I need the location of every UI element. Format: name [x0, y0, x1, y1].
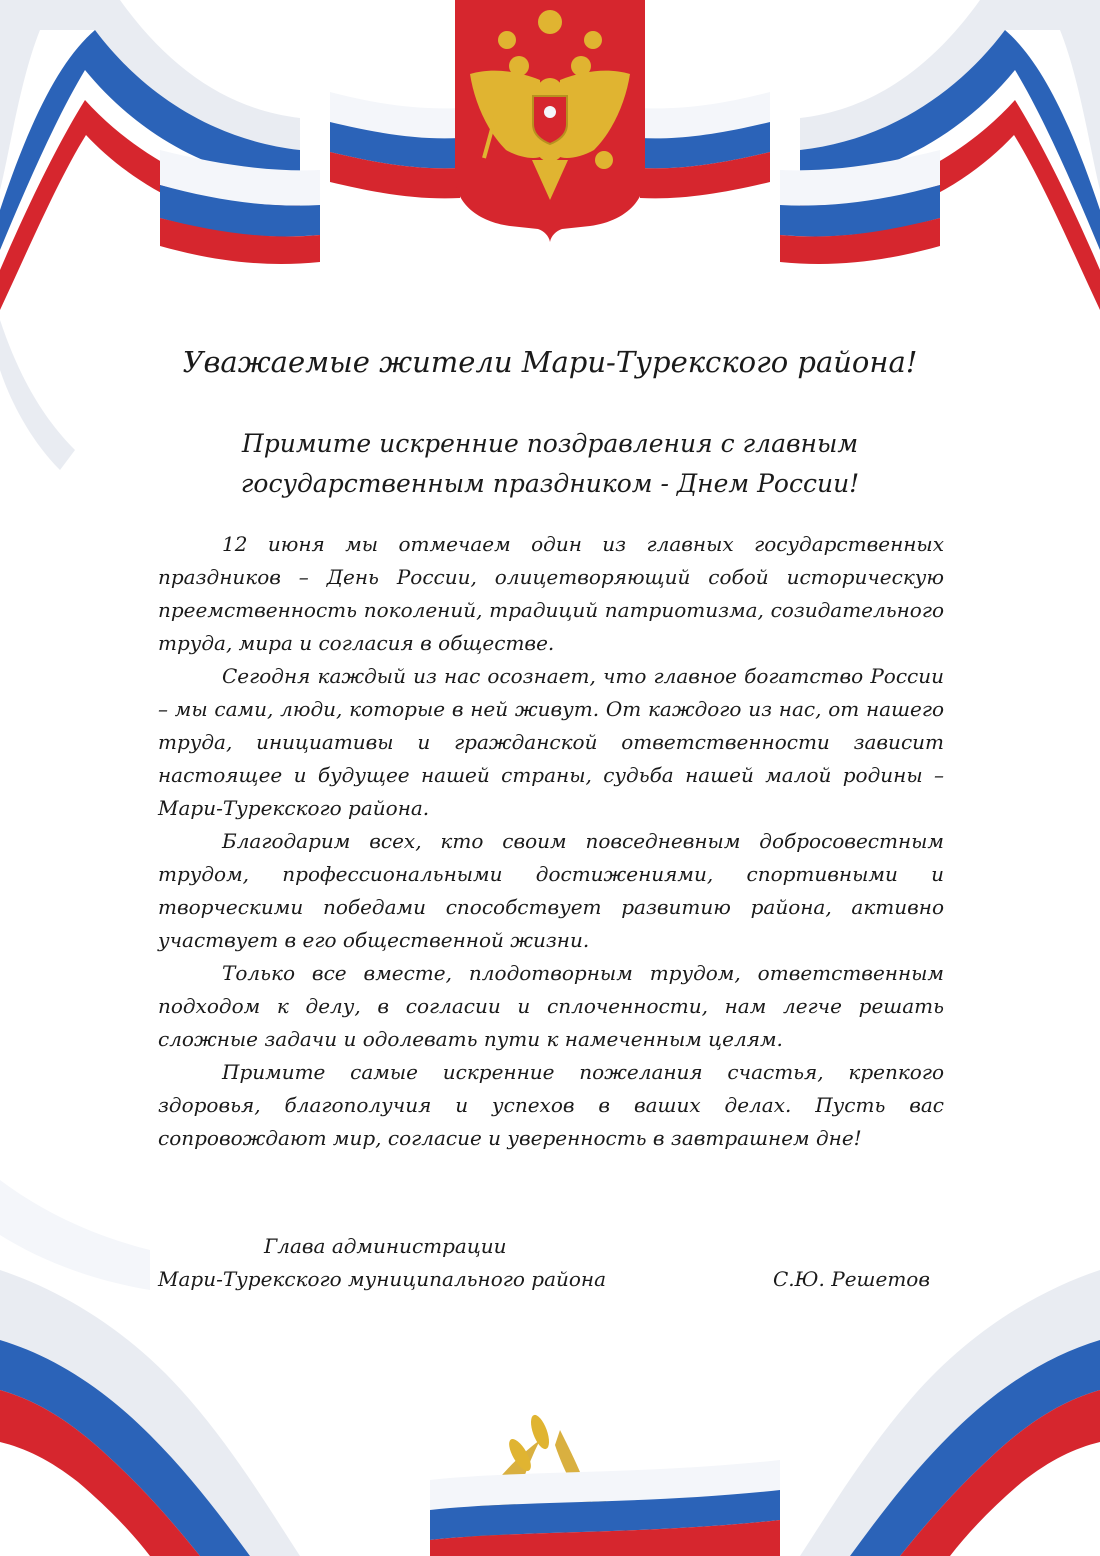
greeting-heading: Уважаемые жители Мари-Турекского района! — [182, 345, 918, 379]
ribbon-top-right — [780, 0, 1100, 310]
body-paragraph-1: 12 июня мы отмечаем один из главных государственных праздников – День России, олицетворяющий собой историческую преемственность поколений, традиций патриотизма, созидательного труда, мира и согласия в обществе. — [158, 532, 944, 655]
body-paragraph-5: Примите самые искренние пожелания счастья, крепкого здоровья, благополучия и успехов в ваших делах. Пусть вас сопровождают мир, согласие и уверенность в завтрашнем дне! — [158, 1060, 944, 1150]
subtitle-line-1: Примите искренние поздравления с главным — [241, 429, 859, 458]
ribbon-bottom-center — [430, 1460, 780, 1556]
ribbon-bottom-left — [0, 1270, 300, 1556]
subtitle-line-2: государственным праздником - Днем России! — [240, 469, 860, 498]
signature-name: С.Ю. Решетов — [773, 1267, 930, 1291]
body-paragraph-3: Благодарим всех, кто своим повседневным добросовестным трудом, профессиональными достижениями, спортивными и творческими победами способствует развитию района, активно участвует в его общественной жизни. — [158, 829, 944, 952]
coat-of-arms-emblem — [455, 0, 645, 242]
body-paragraph-2: Сегодня каждый из нас осознает, что главное богатство России – мы сами, люди, которые в ней живут. От каждого из нас, от нашего труда, инициативы и гражданской ответственности зависит настоящее и будущее нашей страны, судьба нашей малой родины – Мари-Турекского района. — [158, 664, 944, 820]
congratulation-subtitle — [200, 424, 900, 504]
signature-title: Глава администрации — [264, 1234, 507, 1258]
ribbon-left-side — [0, 320, 150, 1290]
letter-body — [158, 528, 944, 1155]
body-paragraph-4: Только все вместе, плодотворным трудом, ответственным подходом к делу, в согласии и сплоченности, нам легче решать сложные задачи и одолевать пути к намеченным целям. — [158, 961, 944, 1051]
ribbon-bottom-right — [800, 1270, 1100, 1556]
signature-organization: Мари-Турекского муниципального района — [158, 1267, 607, 1291]
ribbon-top-left — [0, 0, 320, 310]
